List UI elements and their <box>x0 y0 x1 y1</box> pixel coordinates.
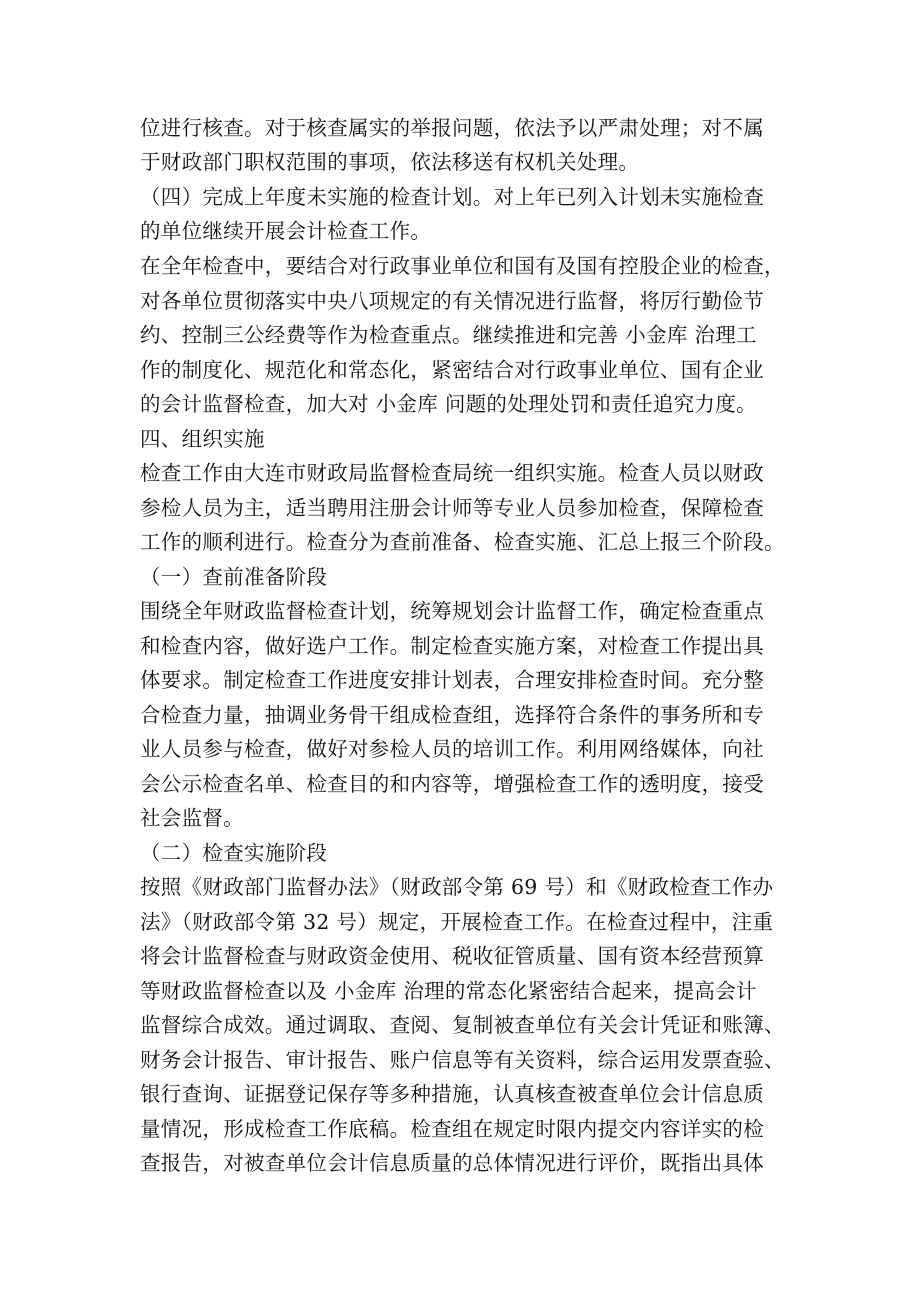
text-line: 位进行核查。对于核查属实的举报问题，依法予以严肃处理；对不属 <box>140 116 764 140</box>
text-line: 按照《财政部门监督办法》（财政部令第 69 号）和《财政检查工作办 <box>140 875 774 899</box>
text-line: 在全年检查中，要结合对行政事业单位和国有及国有控股企业的检查， <box>140 254 785 278</box>
text-line: 等财政监督检查以及 小金库 治理的常态化紧密结合起来，提高会计 <box>140 979 757 1003</box>
text-line: 社会监督。 <box>140 806 244 830</box>
text-line: 作的制度化、规范化和常态化，紧密结合对行政事业单位、国有企业 <box>140 358 764 382</box>
text-line: 银行查询、证据登记保存等多种措施，认真核查被查单位会计信息质 <box>140 1082 764 1106</box>
text-line: 的会计监督检查，加大对 小金库 问题的处理处罚和责任追究力度。 <box>140 392 757 416</box>
text-line: 参检人员为主，适当聘用注册会计师等专业人员参加检查，保障检查 <box>140 496 764 520</box>
subsection-heading: （一）查前准备阶段 <box>140 565 328 589</box>
text-line: 的单位继续开展会计检查工作。 <box>140 219 432 243</box>
text-line: 业人员参与检查，做好对参检人员的培训工作。利用网络媒体，向社 <box>140 737 764 761</box>
text-line: 检查工作由大连市财政局监督检查局统一组织实施。检查人员以财政 <box>140 461 764 485</box>
text-line: （四）完成上年度未实施的检查计划。对上年已列入计划未实施检查 <box>140 185 764 209</box>
text-line: 合检查力量，抽调业务骨干组成检查组，选择符合条件的事务所和专 <box>140 703 764 727</box>
text-line: 监督综合成效。通过调取、查阅、复制被查单位有关会计凭证和账簿、 <box>140 1013 785 1037</box>
text-line: 体要求。制定检查工作进度安排计划表，合理安排检查时间。充分整 <box>140 668 764 692</box>
text-line: 会公示检查名单、检查目的和内容等，增强检查工作的透明度，接受 <box>140 772 764 796</box>
text-line: 工作的顺利进行。检查分为查前准备、检查实施、汇总上报三个阶段。 <box>140 530 785 554</box>
text-line: 于财政部门职权范围的事项，依法移送有权机关处理。 <box>140 150 640 174</box>
text-line: 围绕全年财政监督检查计划，统筹规划会计监督工作，确定检查重点 <box>140 599 764 623</box>
text-line: 查报告，对被查单位会计信息质量的总体情况进行评价，既指出具体 <box>140 1151 764 1175</box>
text-line: 法》（财政部令第 32 号）规定，开展检查工作。在检查过程中，注重 <box>140 910 774 934</box>
text-line: 将会计监督检查与财政资金使用、税收征管质量、国有资本经营预算 <box>140 944 764 968</box>
text-line: 和检查内容，做好选户工作。制定检查实施方案，对检查工作提出具 <box>140 634 764 658</box>
text-line: 约、控制三公经费等作为检查重点。继续推进和完善 小金库 治理工 <box>140 323 757 347</box>
text-line: 财务会计报告、审计报告、账户信息等有关资料，综合运用发票查验、 <box>140 1048 785 1072</box>
text-line: 对各单位贯彻落实中央八项规定的有关情况进行监督，将厉行勤俭节 <box>140 289 764 313</box>
text-line: 量情况，形成检查工作底稿。检查组在规定时限内提交内容详实的检 <box>140 1117 764 1141</box>
subsection-heading: （二）检查实施阶段 <box>140 841 328 865</box>
section-heading: 四、组织实施 <box>140 427 265 451</box>
